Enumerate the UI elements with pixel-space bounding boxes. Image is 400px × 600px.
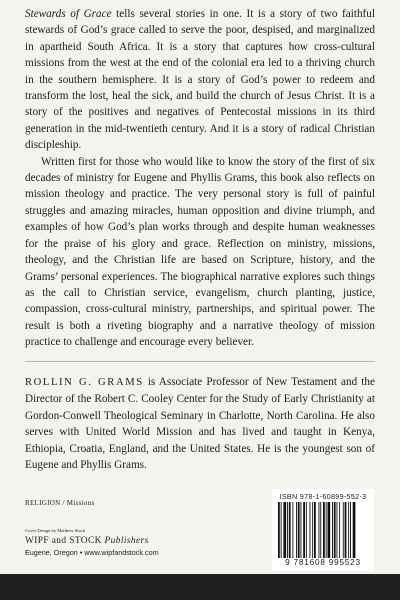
isbn-label: ISBN 978-1-60899-552-3	[279, 492, 367, 501]
barcode-bar	[283, 502, 286, 558]
barcode-bar	[328, 502, 331, 558]
barcode-bar	[348, 502, 349, 558]
isbn-barcode	[272, 489, 374, 571]
description-paragraph-1-text: tells several stories in one. It is a story of two faithful stewards of God’s grace called to serve the poor, despised, and marginalized in apartheid South Africa. It is a story that captures how cross-cultural missions from the west at the end of the colonial era led to a thriving church in the southern hemisphere. It is a story of God’s power to redeem and transform the lost, heal the sick, and build the church of Jesus Christ. It is a story of the positives and negatives of Pentecostal missions in its third generation in the mid-twentieth century. And it is a story of radical Christian discipleship.	[25, 8, 375, 152]
author-bio-text: is Associate Professor of New Testament and the Director of the Robert C. Cooley Center for the Study of Early Christianity at Gordon-Conwell Theological Seminary in Charlotte, North Carolina. He also serves with United World Mission and has lived and taught in Kenya, Ethiopia, Croatia, England, and the United States. He is the youngest son of Eugene and Phyllis Grams.	[25, 376, 375, 472]
barcode-bar	[289, 502, 291, 558]
barcode-bar	[319, 502, 320, 558]
barcode-bar	[306, 502, 307, 558]
footer-band	[0, 574, 400, 600]
barcode-bar	[343, 502, 344, 558]
barcode-bar	[326, 502, 327, 558]
barcode-bar	[292, 502, 293, 558]
barcode-bar	[314, 502, 316, 558]
barcode-bar	[278, 502, 280, 558]
barcode-bar	[334, 502, 336, 558]
barcode-bar	[332, 502, 333, 558]
barcode-bar	[296, 502, 297, 558]
barcode-bar	[303, 502, 305, 558]
barcode-bar	[281, 502, 282, 558]
barcode-bar	[339, 502, 340, 558]
book-description	[25, 6, 375, 351]
cover-design-credit: Cover Design by Matthew Stock	[25, 528, 86, 533]
barcode-bar	[320, 502, 321, 558]
section-divider	[25, 361, 375, 362]
author-name: ROLLIN G. GRAMS	[25, 377, 144, 388]
barcode-bar	[323, 502, 325, 558]
barcode-bar	[287, 502, 288, 558]
publisher-name-suffix: Publishers	[104, 536, 149, 546]
publisher-name-main: WIPF and STOCK	[25, 536, 102, 546]
publisher-name	[25, 536, 149, 546]
barcode-bar	[298, 502, 300, 558]
barcode-bars	[278, 502, 368, 558]
author-bio	[25, 374, 375, 473]
barcode-bar	[310, 502, 311, 558]
bisac-category: RELIGION / Missions	[25, 499, 95, 507]
description-paragraph-2: Written first for those who would like to know the story of the first of six decades of ministry for Eugene and Phyllis Grams, this book also reflects on mission theology and practice. The very personal story is full of painful struggles and amazing miracles, human opposition and divine triumph, and examples of how God’s plan works through and despite human weaknesses for the praise of his glory and grace. Reflection on ministry, missions, theology, and the Christian life are based on Scripture, history, and the Grams’ personal experiences. The biographical narrative explores such things as the call to Christian service, evangelism, church planting, justice, compassion, cross-cultural ministry, partnerships, and spiritual power. The result is both a riveting biography and a narrative theology of mission practice to challenge and encourage every believer.	[25, 155, 375, 349]
barcode-bar	[337, 502, 338, 558]
barcode-digits: 9 781608 995523	[285, 558, 361, 567]
publisher-address: Eugene, Oregon • www.wipfandstock.com	[25, 548, 159, 557]
barcode-bar	[350, 502, 351, 558]
book-title-italic: Stewards of Grace	[25, 8, 112, 20]
barcode-bar	[345, 502, 347, 558]
barcode-bar	[353, 502, 356, 558]
description-paragraph-1	[25, 6, 375, 154]
barcode-bar	[301, 502, 302, 558]
barcode-bar	[312, 502, 313, 558]
